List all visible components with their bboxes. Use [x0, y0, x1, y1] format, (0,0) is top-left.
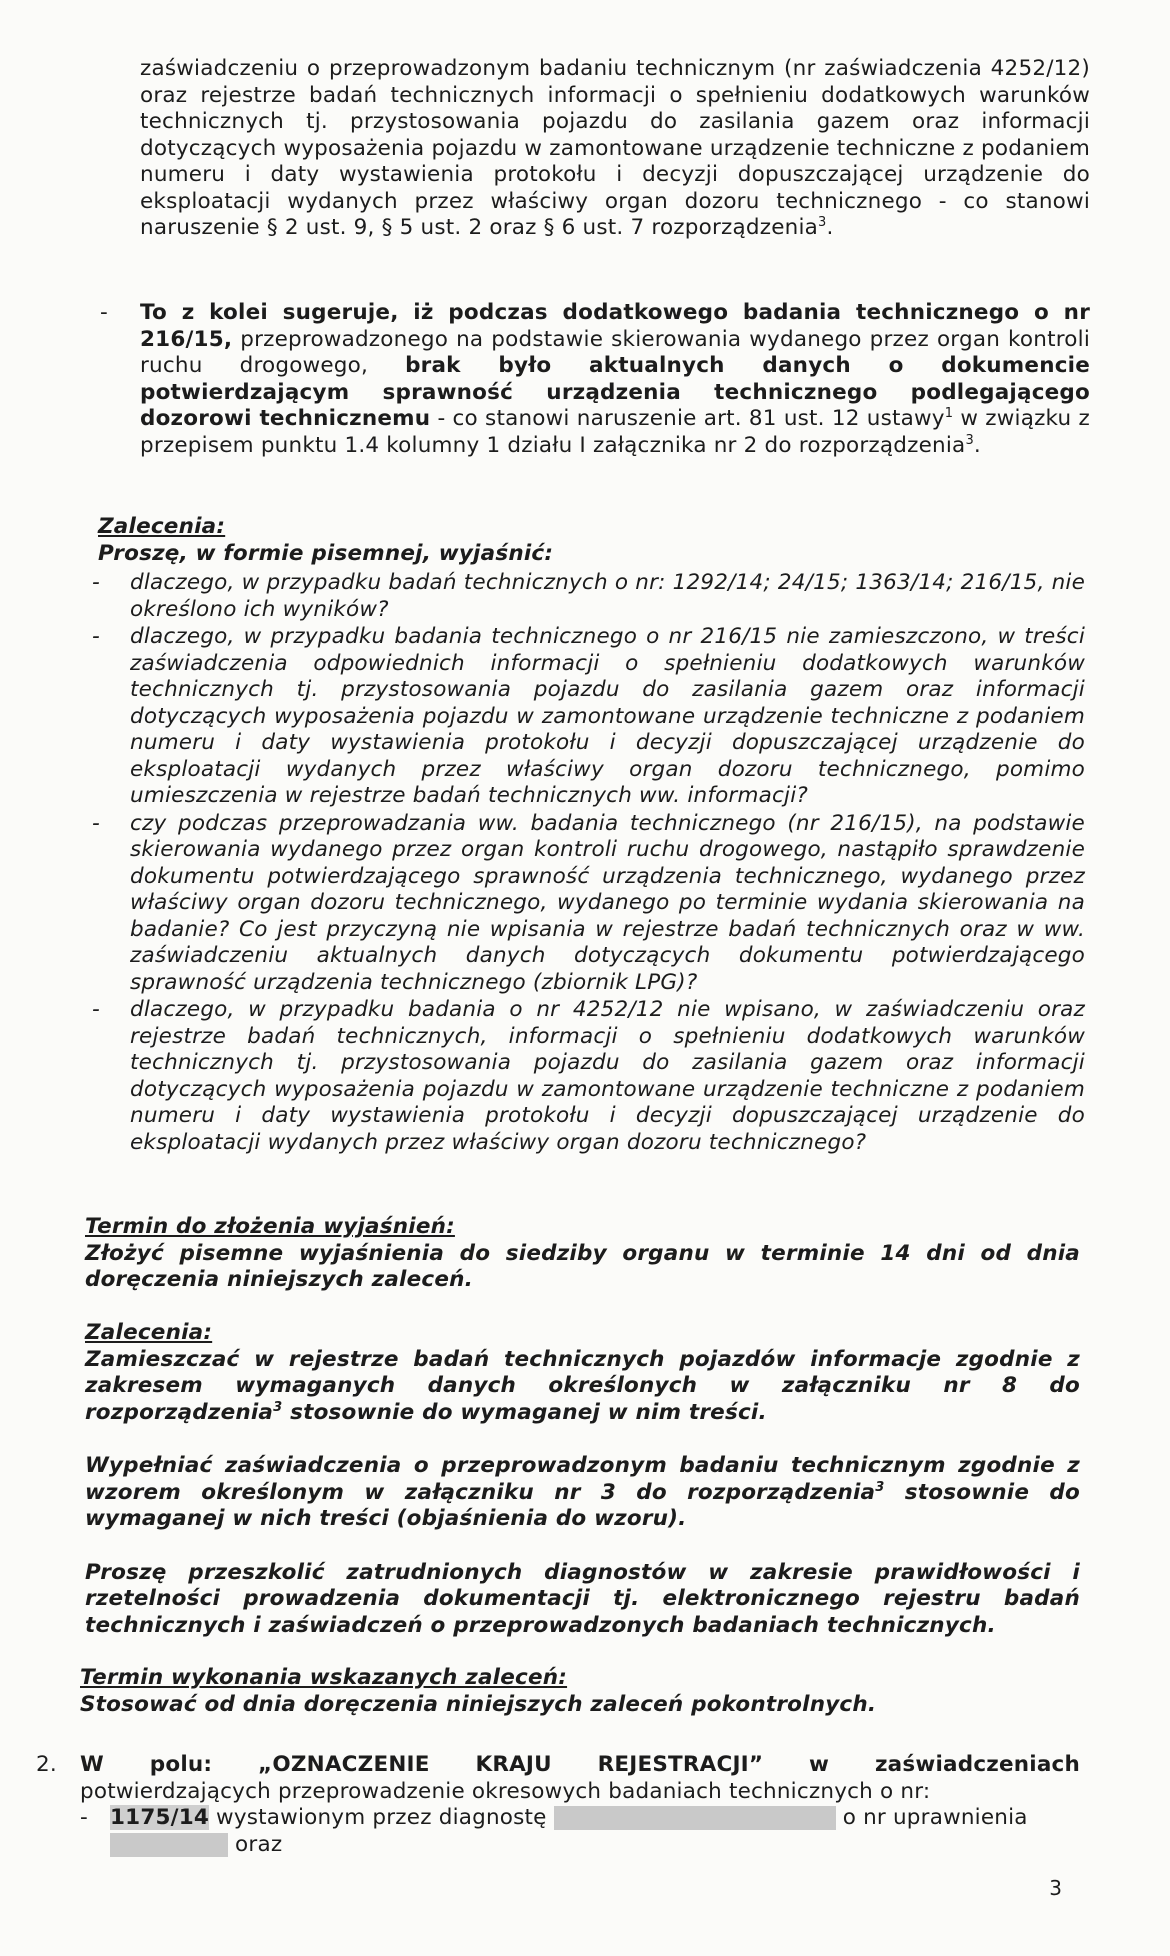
recommendation-text: Wypełniać zaświadczenia o przeprowadzonym badaniu technicznym zgodnie z wzorem określonym w załączniku nr 3 do rozporządzenia	[85, 1453, 1080, 1505]
question-text: dlaczego, w przypadku badania technicznego o nr 216/15 nie zamieszczono, w treści zaświadczenia odpowiednich informacji o spełnieniu dodatkowych warunków technicznych tj. przystosowania pojazdu do zasilania gazem oraz informacji dotyczących wyposażenia pojazdu w zamontowane urządzenie techniczne z podaniem numeru i daty wystawienia protokołu i decyzji dopuszczającej urządzenie do eksploatacji wydanych przez właściwy organ dozoru technicznego, pomimo umieszczenia w rejestrze badań technicznych ww. informacji?	[130, 624, 1085, 808]
deadline-text: Złożyć pisemne wyjaśnienia do siedziby organu w terminie 14 dni od dnia doręczenia niniejszych zaleceń.	[85, 1240, 1080, 1292]
recommendations-section	[98, 514, 1088, 567]
recommendation-text: stosownie do wymaganej w nich treści (objaśnienia do wzoru).	[85, 1479, 1080, 1531]
point-2	[36, 1752, 1080, 1858]
deadline-section	[85, 1214, 1080, 1294]
item-text: oraz	[235, 1831, 283, 1857]
finding-bold-lead: To z kolei sugeruje, iż podczas dodatkowego badania technicznego o nr 216/15,	[140, 300, 1090, 352]
intro-end: .	[826, 215, 834, 240]
question-text: czy podczas przeprowadzania ww. badania technicznego (nr 216/15), na podstawie skierowania wydanego przez organ kontroli ruchu drogowego, nastąpiło sprawdzenie dokumentu potwierdzającego sprawność urządzenia technicznego, wydanego przez właściwy organ dozoru technicznego, wydanego po terminie wydania skierowania na badanie? Co jest przyczyną nie wpisania w rejestrze badań technicznych oraz w ww. zaświadczeniu aktualnych danych dotyczących dokumentu potwierdzającego sprawność urządzenia technicznego (zbiornik LPG)?	[130, 810, 1085, 995]
finding-bullet	[100, 300, 1091, 459]
bullet-dash: -	[100, 300, 108, 325]
list-item	[92, 624, 1085, 810]
recommendation-text: stosownie do wymaganej w nim treści.	[282, 1399, 767, 1425]
finding-text: w związku z przepisem punktu 1.4 kolumny 1 działu I załącznika nr 2 do rozporządzenia	[140, 406, 1091, 458]
page-number: 3	[1049, 1876, 1062, 1900]
finding-end: .	[973, 432, 981, 458]
footnote-ref: 1	[944, 405, 954, 421]
deadline-text: Stosować od dnia doręczenia niniejszych zaleceń pokontrolnych.	[80, 1691, 877, 1717]
section-heading: Zalecenia:	[85, 1320, 213, 1345]
list-item	[92, 997, 1085, 1156]
certificate-number: 1175/14	[110, 1805, 210, 1830]
request-lead: Proszę, w formie pisemnej, wyjaśnić:	[98, 540, 554, 566]
question-list	[92, 570, 1085, 1156]
point-text: potwierdzających przeprowadzenie okresowych badaniach technicznych o nr:	[80, 1778, 931, 1804]
footnote-ref: 3	[273, 1399, 283, 1415]
bullet-dash: -	[92, 570, 100, 595]
footnote-ref: 3	[818, 214, 827, 230]
question-text: dlaczego, w przypadku badania o nr 4252/12 nie wpisano, w zaświadczeniu oraz rejestrze badań technicznych, informacji o spełnieniu dodatkowych warunków technicznych tj. przystosowania pojazdu do zasilania gazem oraz informacji dotyczących wyposażenia pojazdu w zamontowane urządzenie techniczne z podaniem numeru i daty wystawienia protokołu i decyzji dopuszczającej urządzenie do eksploatacji wydanych przez właściwy organ dozoru technicznego?	[130, 997, 1085, 1155]
recommendation-text: Zamieszczać w rejestrze badań technicznych pojazdów informacje zgodnie z zakresem wymaganych danych określonych w załączniku nr 8 do rozporządzenia	[85, 1346, 1080, 1425]
recommendation-paragraph	[85, 1347, 1080, 1427]
section-heading: Termin do złożenia wyjaśnień:	[85, 1214, 455, 1239]
recommendation-paragraph: Proszę przeszkolić zatrudnionych diagnostów w zakresie prawidłowości i rzetelności prowadzenia dokumentacji tj. elektronicznego rejestru badań technicznych i zaświadczeń o przeprowadzonych badaniach technicznych.	[85, 1559, 1080, 1638]
intro-paragraph	[140, 56, 1090, 242]
item-text: wystawionym przez diagnostę	[209, 1805, 547, 1830]
list-item	[80, 1805, 1080, 1832]
bullet-dash: -	[80, 1805, 88, 1830]
list-item-continued	[80, 1832, 1080, 1859]
deadline-section-2	[80, 1665, 1080, 1718]
section-heading: Zalecenia:	[98, 514, 226, 539]
finding-text: - co stanowi naruszenie art. 81 ust. 12 ustawy	[430, 406, 945, 431]
question-text: dlaczego, w przypadku badań technicznych o nr: 1292/14; 24/15; 1363/14; 216/15, nie określono ich wyników?	[130, 570, 1085, 622]
bullet-dash: -	[92, 810, 100, 836]
list-item	[92, 810, 1085, 997]
bullet-dash: -	[92, 624, 100, 649]
finding-text: przeprowadzonego na podstawie skierowania wydanego przez organ kontroli ruchu drogowego,	[140, 326, 1090, 378]
footnote-ref: 3	[875, 1479, 885, 1495]
recommendation-paragraph	[85, 1453, 1080, 1533]
footnote-ref: 3	[965, 432, 974, 448]
section-heading: Termin wykonania wskazanych zaleceń:	[80, 1665, 568, 1690]
point-lead: W polu: „OZNACZENIE KRAJU REJESTRACJI” w zaświadczeniach	[80, 1752, 1080, 1777]
point-number: 2.	[36, 1752, 57, 1777]
intro-text: zaświadczeniu o przeprowadzonym badaniu technicznym (nr zaświadczenia 4252/12) oraz rejestrze badań technicznych informacji o spełnieniu dodatkowych warunków technicznych tj. przystosowania pojazdu do zasilania gazem oraz informacji dotyczących wyposażenia pojazdu w zamontowane urządzenie techniczne z podaniem numeru i daty wystawienia protokołu i decyzji dopuszczającej urządzenie do eksploatacji wydanych przez właściwy organ dozoru technicznego - co stanowi naruszenie § 2 ust. 9, § 5 ust. 2 oraz § 6 ust. 7 rozporządzenia	[140, 56, 1091, 240]
list-item	[92, 570, 1085, 623]
finding-bold: brak było aktualnych danych o dokumencie potwierdzającym sprawność urządzenia technicznego podlegającego dozorowi technicznemu	[140, 353, 1090, 431]
bullet-dash: -	[92, 997, 100, 1022]
redacted-name	[554, 1806, 836, 1830]
redacted-number	[110, 1833, 228, 1857]
recommendations-section-2	[85, 1320, 1080, 1639]
item-text: o nr uprawnienia	[835, 1805, 1028, 1830]
